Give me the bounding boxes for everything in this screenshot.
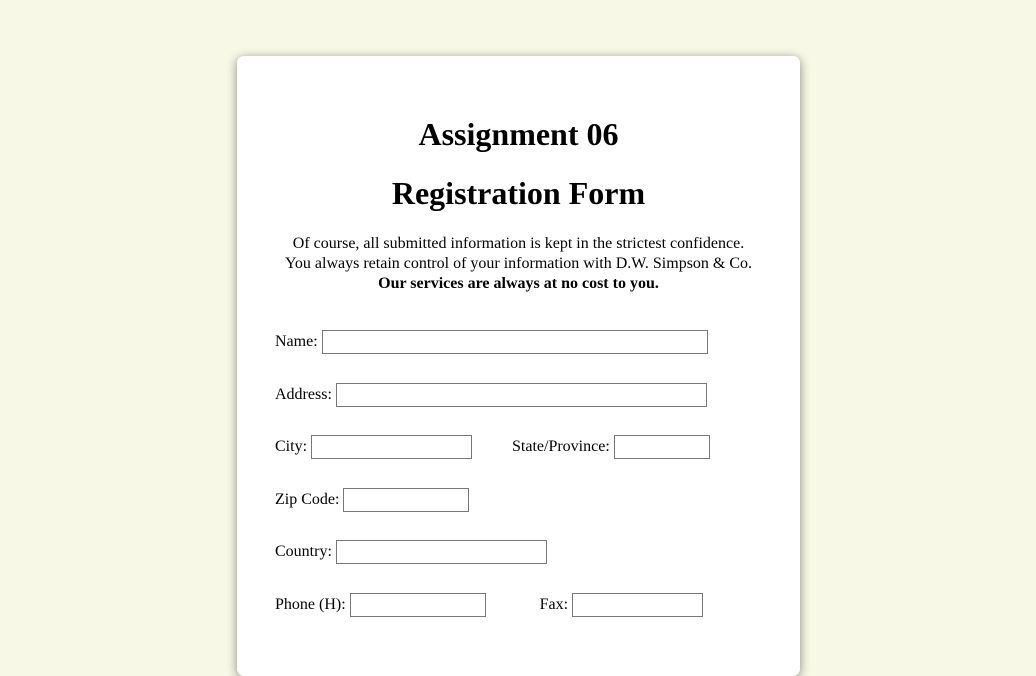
phone-group bbox=[275, 593, 486, 617]
city-group bbox=[275, 435, 472, 459]
name-label: Name: bbox=[275, 333, 318, 350]
intro-line-1: Of course, all submitted information is kept in the strictest confidence. bbox=[292, 235, 745, 252]
phone-label: Phone (H): bbox=[275, 596, 346, 613]
country-label: Country: bbox=[275, 543, 332, 560]
zip-row bbox=[275, 488, 469, 512]
phone-input[interactable] bbox=[350, 593, 486, 617]
intro-line-3: Our services are always at no cost to you. bbox=[378, 275, 659, 292]
fax-input[interactable] bbox=[572, 593, 703, 617]
country-row bbox=[275, 540, 547, 564]
fax-group bbox=[540, 593, 703, 617]
page-title: Assignment 06 bbox=[418, 116, 619, 152]
registration-card bbox=[237, 56, 800, 676]
zip-input[interactable] bbox=[343, 488, 469, 512]
intro-text bbox=[237, 234, 800, 294]
name-input[interactable] bbox=[322, 330, 708, 354]
fax-label: Fax: bbox=[539, 596, 569, 613]
phone-fax-row bbox=[275, 593, 703, 617]
state-group bbox=[512, 435, 710, 459]
city-label: City: bbox=[275, 438, 308, 455]
state-input[interactable] bbox=[614, 435, 710, 459]
address-row bbox=[275, 383, 707, 407]
address-input[interactable] bbox=[336, 383, 707, 407]
zip-label: Zip Code: bbox=[275, 491, 340, 508]
state-label: State/Province: bbox=[512, 438, 610, 455]
name-row bbox=[275, 330, 708, 354]
city-input[interactable] bbox=[311, 435, 472, 459]
form-title: Registration Form bbox=[391, 175, 646, 211]
address-label: Address: bbox=[275, 386, 332, 403]
city-state-row bbox=[275, 435, 710, 459]
intro-line-2: You always retain control of your information with D.W. Simpson & Co. bbox=[284, 255, 753, 272]
country-input[interactable] bbox=[336, 540, 547, 564]
